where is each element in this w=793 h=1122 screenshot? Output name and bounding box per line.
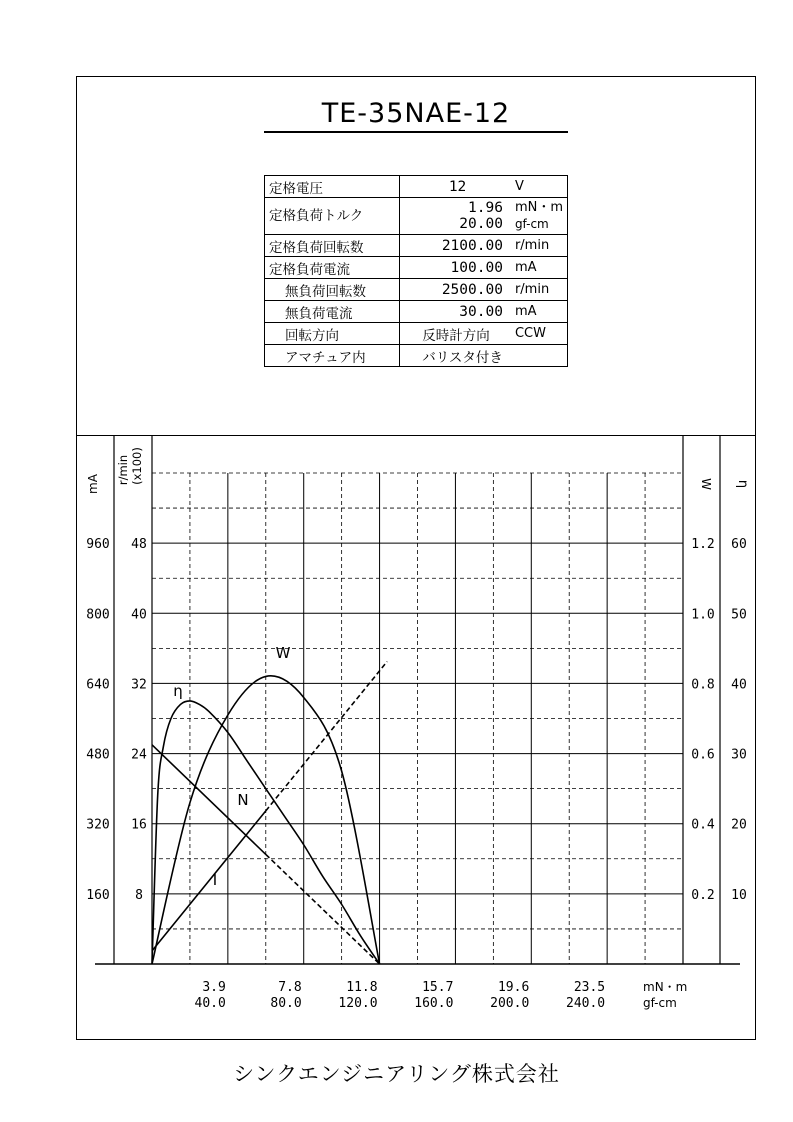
efficiency-tick-label: 40 bbox=[731, 677, 747, 693]
power-tick-label: 0.2 bbox=[691, 887, 715, 903]
spec-label: 定格負荷電流 bbox=[265, 257, 400, 279]
x-tick-label-mNm: 3.9 bbox=[202, 980, 226, 995]
efficiency-tick-label: 20 bbox=[731, 817, 747, 833]
speed-tick-label: 16 bbox=[131, 817, 147, 833]
speed-tick-label: 48 bbox=[131, 537, 147, 553]
spec-unit-primary: mN・m bbox=[514, 200, 563, 215]
speed-tick-label: 24 bbox=[131, 747, 147, 763]
current-tick-label: 320 bbox=[86, 817, 110, 833]
power-tick-label: 1.0 bbox=[691, 607, 715, 623]
efficiency-tick-label: 60 bbox=[731, 537, 747, 553]
spec-unit: V bbox=[511, 176, 568, 198]
x-unit-label-1: mN・m bbox=[643, 980, 688, 994]
spec-unit-secondary: gf-cm bbox=[514, 217, 549, 231]
x-unit-label-2: gf-cm bbox=[643, 996, 677, 1010]
speed-axis-label-2: (x100) bbox=[130, 447, 144, 485]
efficiency-tick-label: 30 bbox=[731, 747, 747, 763]
spec-value: 12 bbox=[400, 176, 511, 198]
series-label: N bbox=[237, 791, 249, 809]
efficiency-tick-label: 10 bbox=[731, 887, 747, 903]
spec-unit: r/min bbox=[511, 235, 568, 257]
efficiency-axis-label: η bbox=[735, 479, 750, 489]
power-tick-label: 0.8 bbox=[691, 677, 715, 693]
spec-value: 100.00 bbox=[400, 257, 511, 279]
spec-label: 回転方向 bbox=[265, 323, 400, 345]
x-tick-label-gfcm: 200.0 bbox=[490, 996, 530, 1011]
spec-unit: mA bbox=[511, 301, 568, 323]
current-tick-label: 480 bbox=[86, 747, 110, 763]
x-tick-label-gfcm: 40.0 bbox=[194, 996, 226, 1011]
x-tick-label-mNm: 7.8 bbox=[278, 980, 302, 995]
series-label: W bbox=[275, 644, 291, 662]
spec-value-primary: 1.96 bbox=[468, 200, 503, 216]
x-tick-label-gfcm: 160.0 bbox=[414, 996, 454, 1011]
current-tick-label: 640 bbox=[86, 677, 110, 693]
speed-tick-label: 8 bbox=[135, 887, 143, 903]
speed-tick-label: 40 bbox=[131, 607, 147, 623]
series-line-current-solid bbox=[152, 811, 266, 951]
x-tick-label-gfcm: 240.0 bbox=[566, 996, 606, 1011]
x-tick-label-mNm: 15.7 bbox=[422, 980, 454, 995]
x-tick-label-mNm: 23.5 bbox=[573, 980, 606, 995]
spec-label: 定格負荷回転数 bbox=[265, 235, 400, 257]
spec-value: 30.00 bbox=[400, 301, 511, 323]
speed-axis-label: r/min bbox=[116, 454, 130, 486]
power-tick-label: 0.6 bbox=[691, 747, 715, 763]
power-axis-label: W bbox=[699, 478, 713, 490]
spec-label: 定格電圧 bbox=[265, 176, 400, 198]
spec-value: 2500.00 bbox=[400, 279, 511, 301]
spec-label: 定格負荷トルク bbox=[265, 198, 400, 235]
spec-label: アマチュア内 bbox=[265, 345, 400, 367]
current-tick-label: 960 bbox=[86, 537, 110, 553]
spec-value: バリスタ付き bbox=[400, 345, 511, 367]
spec-value-secondary: 20.00 bbox=[459, 216, 503, 232]
series-label: I bbox=[212, 871, 218, 889]
x-tick-label-gfcm: 80.0 bbox=[270, 996, 302, 1011]
power-tick-label: 0.4 bbox=[691, 817, 715, 833]
spec-label: 無負荷電流 bbox=[265, 301, 400, 323]
current-tick-label: 160 bbox=[86, 887, 110, 903]
spec-unit: r/min bbox=[511, 279, 568, 301]
x-tick-label-mNm: 11.8 bbox=[346, 980, 378, 995]
spec-unit: CCW bbox=[511, 323, 568, 345]
series-label: η bbox=[173, 682, 183, 700]
spec-unit: mA bbox=[511, 257, 568, 279]
power-tick-label: 1.2 bbox=[691, 537, 715, 553]
spec-value: 反時計方向 bbox=[400, 323, 511, 345]
x-tick-label-mNm: 19.6 bbox=[497, 980, 530, 995]
series-line-speed-solid bbox=[152, 745, 266, 855]
speed-tick-label: 32 bbox=[131, 677, 147, 693]
current-tick-label: 800 bbox=[86, 607, 110, 623]
spec-label: 無負荷回転数 bbox=[265, 279, 400, 301]
model-title: TE-35NAE-12 bbox=[321, 98, 511, 129]
spec-value: 2100.00 bbox=[400, 235, 511, 257]
company-name: シンクエンジニアリング株式会社 bbox=[233, 1062, 560, 1086]
current-axis-label: mA bbox=[86, 474, 100, 494]
x-tick-label-gfcm: 120.0 bbox=[338, 996, 378, 1011]
efficiency-tick-label: 50 bbox=[731, 607, 747, 623]
